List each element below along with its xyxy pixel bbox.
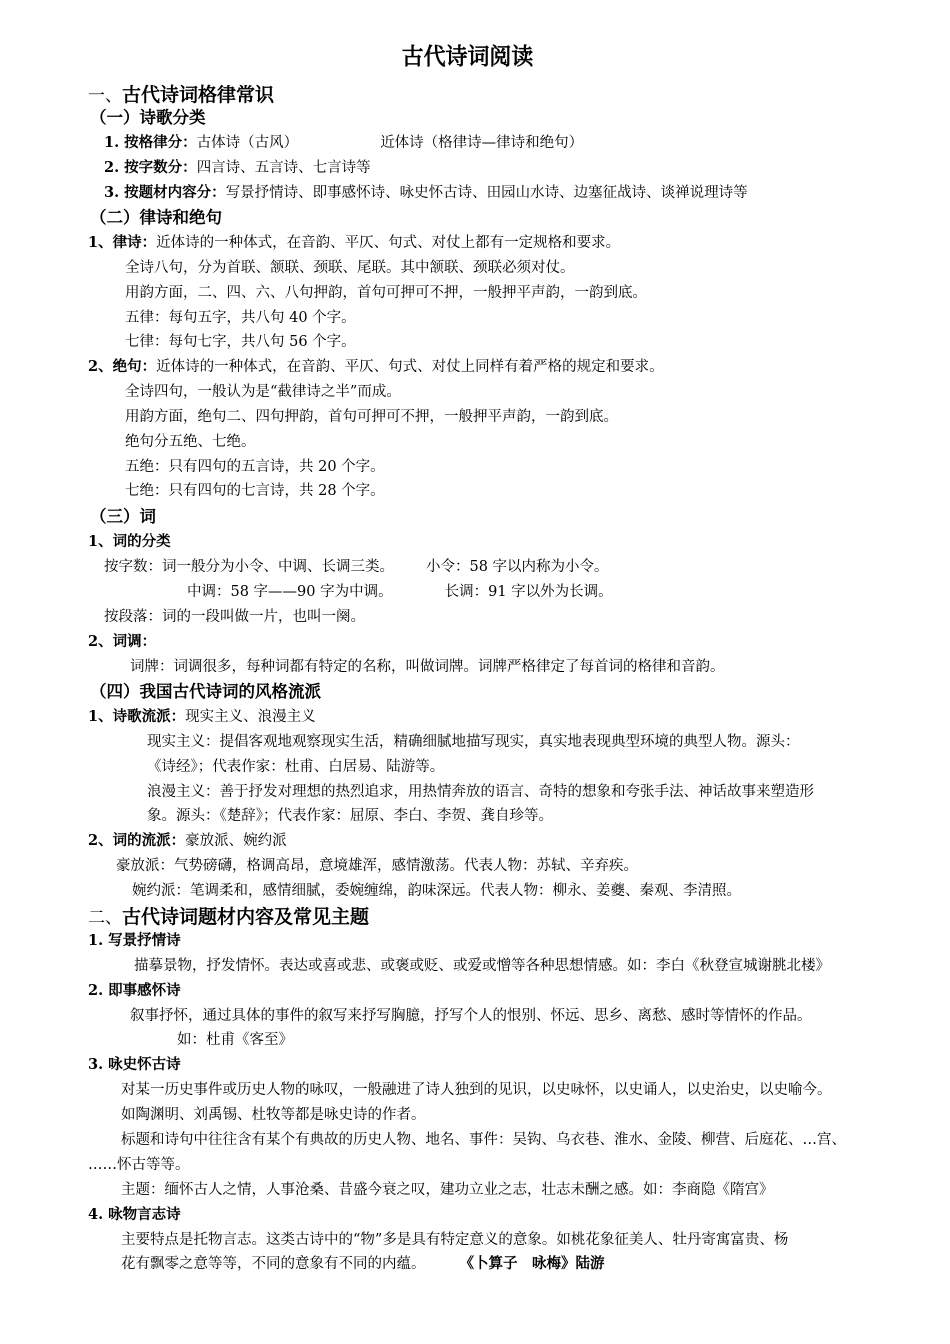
romanticism-line: 浪漫主义：善于抒发对理想的热烈追求，用热情奔放的语言、奇特的想象和夸张手法、神话故事来塑造形 xyxy=(147,784,814,800)
jueju-line: 五绝：只有四句的五言诗，共 20 个字。 xyxy=(125,459,385,475)
theme-1-label: 1. 写景抒情诗 xyxy=(88,932,181,949)
ci-by-word-count xyxy=(104,557,609,577)
subsection-ci: （三）词 xyxy=(90,507,156,526)
theme-2-example: 如：杜甫《客至》 xyxy=(177,1032,293,1048)
page-title: 古代诗词阅读 xyxy=(401,43,534,70)
theme-4-label: 4. 咏物言志诗 xyxy=(88,1206,181,1223)
jueju-line: 绝句分五绝、七绝。 xyxy=(125,434,256,450)
text: 四言诗、五言诗、七言诗等 xyxy=(196,160,371,176)
lvshi-definition xyxy=(88,233,620,253)
section-1-heading xyxy=(88,82,274,109)
jueju-line: 全诗四句，一般认为是“截律诗之半”而成。 xyxy=(125,384,401,400)
section-1-number: 一、 xyxy=(88,86,122,106)
ci-tune-text: 词牌：词调很多，每种词都有特定的名称，叫做词牌。词牌严格律定了每首词的格律和音韵。 xyxy=(130,659,725,675)
classification-by-meter xyxy=(104,133,583,153)
poem-title: 《卜算子 咏梅》陆游 xyxy=(459,1255,605,1272)
text: 豪放派、婉约派 xyxy=(185,833,287,849)
jueju-definition xyxy=(88,357,664,377)
text: 小令：58 字以内称为小令。 xyxy=(426,559,609,575)
text: 现实主义、浪漫主义 xyxy=(185,709,316,725)
lvshi-line: 七律：每句七字，共八句 56 个字。 xyxy=(125,334,356,350)
classification-by-word-count xyxy=(104,158,371,178)
label: 2. 按字数分： xyxy=(104,159,197,176)
lvshi-line: 五律：每句五字，共八句 40 个字。 xyxy=(125,310,356,326)
ci-tune-label: 2、词调： xyxy=(88,633,157,650)
romanticism-line: 象。源头：《楚辞》；代表作家：屈原、李白、李贺、龚自珍等。 xyxy=(147,808,553,824)
section-2-title: 古代诗词题材内容及常见主题 xyxy=(122,906,370,928)
section-2-number: 二、 xyxy=(88,908,122,928)
text: 写景抒情诗、即事感怀诗、咏史怀古诗、田园山水诗、边塞征战诗、谈禅说理诗等 xyxy=(225,185,748,201)
theme-2-label: 2. 即事感怀诗 xyxy=(88,982,181,999)
label: 2、绝句： xyxy=(88,358,157,375)
label: 1. 按格律分： xyxy=(104,134,197,151)
lvshi-line: 用韵方面，二、四、六、八句押韵，首句可押可不押，一般押平声韵，一韵到底。 xyxy=(125,285,647,301)
jueju-line: 七绝：只有四句的七言诗，共 28 个字。 xyxy=(125,483,385,499)
text: 古体诗（古风） xyxy=(196,135,299,151)
theme-3-line: 对某一历史事件或历史人物的咏叹，一般融进了诗人独到的见识，以史咏怀，以史诵人，以史治史，以史喻今。 xyxy=(121,1082,832,1098)
poetry-schools xyxy=(88,707,316,727)
theme-3-line: 标题和诗句中往往含有某个有典故的历史人物、地名、事件：吴钩、乌衣巷、淮水、金陵、柳营、后庭花、…宫、 xyxy=(121,1132,846,1148)
subsection-poetry-classification: （一）诗歌分类 xyxy=(90,108,206,127)
jueju-line: 用韵方面，绝句二、四句押韵，首句可押可不押，一般押平声韵，一韵到底。 xyxy=(125,409,618,425)
ci-by-section: 按段落：词的一段叫做一片，也叫一阕。 xyxy=(104,609,365,625)
theme-4-line: 主要特点是托物言志。这类古诗中的“物”多是具有特定意义的意象。如桃花象征美人、牡丹寄寓富贵、杨 xyxy=(121,1232,789,1248)
realism-line: 现实主义：提倡客观地观察现实生活，精确细腻地描写现实，真实地表现典型环境的典型人物。源头： xyxy=(147,734,800,750)
theme-2-text: 叙事抒怀，通过具体的事件的叙写来抒写胸臆，抒写个人的恨别、怀远、思乡、离愁、感时等情怀的作品。 xyxy=(130,1008,812,1024)
text: 中调：58 字——90 字为中调。 xyxy=(187,584,393,600)
haofang-line: 豪放派：气势磅礴，格调高昂，意境雄浑，感情激荡。代表人物：苏轼、辛弃疾。 xyxy=(116,858,638,874)
theme-3-label: 3. 咏史怀古诗 xyxy=(88,1056,181,1073)
text: 近体诗（格律诗—律诗和绝句） xyxy=(380,135,584,151)
subsection-lvshi-jueju: （二）律诗和绝句 xyxy=(90,208,222,227)
text: 按字数：词一般分为小令、中调、长调三类。 xyxy=(104,559,394,575)
section-1-title: 古代诗词格律常识 xyxy=(122,84,275,106)
label: 1、律诗： xyxy=(88,234,157,251)
theme-4-line xyxy=(121,1254,605,1274)
ci-middle-long xyxy=(187,582,613,602)
theme-3-line: 主题：缅怀古人之情，人事沧桑、昔盛今衰之叹，建功立业之志，壮志未酬之感。如：李商隐《隋宫》 xyxy=(121,1182,774,1198)
lvshi-line: 全诗八句，分为首联、颔联、颈联、尾联。其中颔联、颈联必须对仗。 xyxy=(125,260,575,276)
ci-classification-label: 1、词的分类 xyxy=(88,533,171,550)
label: 1、诗歌流派： xyxy=(88,708,186,725)
text: 花有飘零之意等等，不同的意象有不同的内蕴。 xyxy=(121,1256,426,1272)
text: 近体诗的一种体式，在音韵、平仄、句式、对仗上同样有着严格的规定和要求。 xyxy=(156,359,664,375)
text: 近体诗的一种体式，在音韵、平仄、句式、对仗上都有一定规格和要求。 xyxy=(156,235,621,251)
label: 2、词的流派： xyxy=(88,832,186,849)
section-2-heading xyxy=(88,904,369,931)
realism-line: 《诗经》；代表作家：杜甫、白居易、陆游等。 xyxy=(147,759,445,775)
theme-1-text: 描摹景物，抒发情怀。表达或喜或悲、或褒或贬、或爱或憎等各种思想情感。如：李白《秋登宣城谢脁北楼》 xyxy=(134,958,830,974)
theme-3-line: ……怀古等等。 xyxy=(88,1157,190,1173)
wanyue-line: 婉约派：笔调柔和，感情细腻，委婉缠绵，韵味深远。代表人物：柳永、姜夔、秦观、李清照。 xyxy=(132,883,741,899)
label: 3. 按题材内容分： xyxy=(104,184,226,201)
ci-schools xyxy=(88,831,287,851)
theme-3-line: 如陶渊明、刘禹锡、杜牧等都是咏史诗的作者。 xyxy=(121,1107,426,1123)
text: 长调：91 字以外为长调。 xyxy=(444,584,613,600)
classification-by-subject xyxy=(104,183,748,203)
subsection-styles: （四）我国古代诗词的风格流派 xyxy=(90,682,321,701)
